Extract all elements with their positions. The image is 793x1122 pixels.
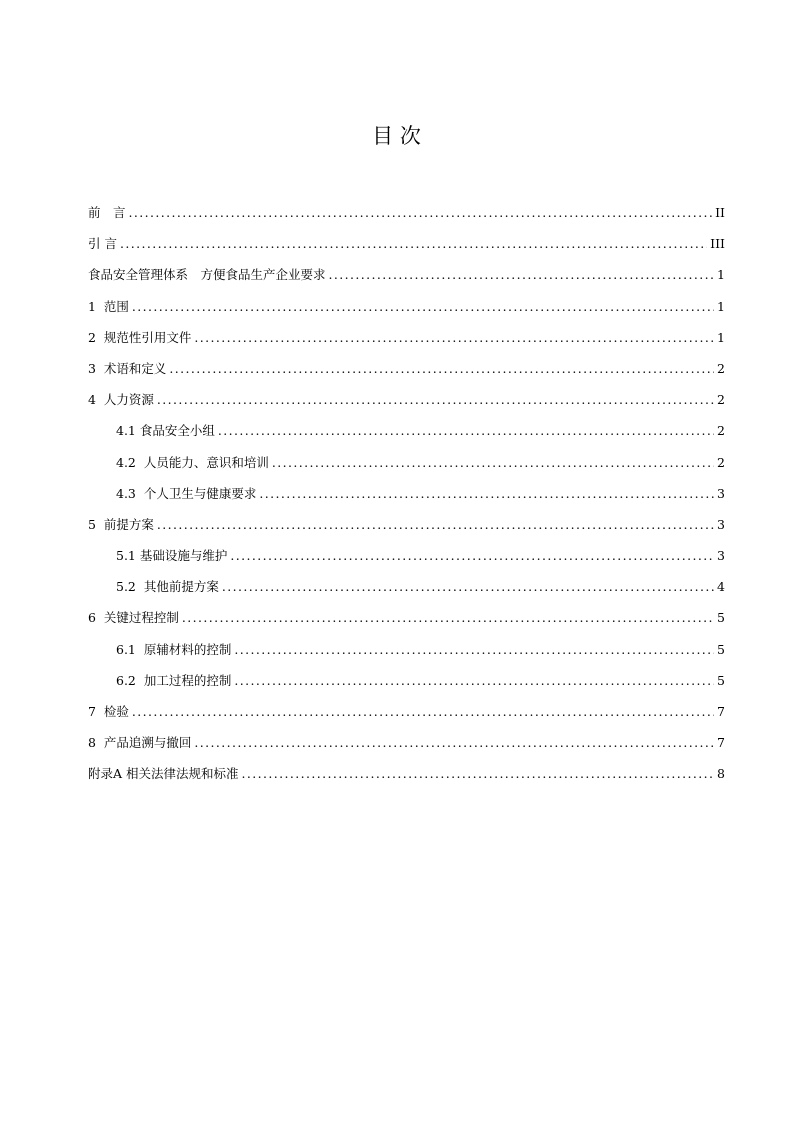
toc-entry[interactable] [88, 356, 725, 387]
toc-entry-label: 7 检验 [88, 704, 129, 719]
toc-entry-page-number: 2 [717, 454, 725, 470]
toc-dot-leader [194, 730, 714, 756]
toc-dot-leader [182, 605, 714, 631]
toc-entry-page-number: III [710, 236, 725, 252]
toc-dot-leader [132, 699, 714, 725]
toc-entry[interactable] [88, 543, 725, 574]
toc-entry[interactable] [88, 200, 725, 231]
toc-entry-label: 引 言 [88, 236, 117, 252]
toc-dot-leader [157, 512, 714, 538]
toc-entry[interactable] [88, 699, 725, 730]
toc-entry-label: 6.2 加工过程的控制 [116, 672, 232, 688]
toc-dot-leader [194, 325, 714, 351]
toc-dot-leader [230, 543, 714, 569]
toc-dot-leader [132, 294, 714, 320]
toc-entry[interactable] [88, 450, 725, 481]
toc-entry-page-number: 4 [717, 579, 725, 595]
toc-entry[interactable] [88, 512, 725, 543]
toc-entry-page-number: 8 [717, 766, 725, 782]
toc-entry-page-number: 3 [717, 516, 725, 532]
toc-entry[interactable] [88, 637, 725, 668]
toc-entry-label: 6 关键过程控制 [88, 610, 179, 626]
toc-entry-page-number: 3 [717, 548, 725, 564]
toc-entry-page-number: 1 [717, 329, 725, 345]
toc-entry-label: 4.1 食品安全小组 [116, 423, 215, 439]
toc-entry[interactable] [88, 761, 725, 792]
toc-entry-label: 6.1 原辅材料的控制 [116, 641, 232, 657]
toc-entry-page-number: 2 [717, 392, 725, 408]
toc-entry-label: 2 规范性引用文件 [88, 329, 192, 345]
toc-title: 目 次 [372, 124, 421, 148]
toc-entry[interactable] [88, 418, 725, 449]
toc-entry[interactable] [88, 294, 725, 325]
toc-dot-leader [242, 761, 715, 787]
toc-dot-leader [329, 262, 715, 288]
toc-entry[interactable] [88, 481, 725, 512]
toc-entry-page-number: 1 [717, 298, 725, 314]
toc-entry[interactable] [88, 387, 725, 418]
toc-dot-leader [234, 668, 714, 694]
toc-entry-label: 4.2 人员能力、意识和培训 [116, 454, 269, 470]
toc-entry[interactable] [88, 668, 725, 699]
toc-dot-leader [259, 481, 714, 507]
toc-list [88, 200, 725, 793]
toc-entry[interactable] [88, 574, 725, 605]
toc-entry-label: 5.2 其他前提方案 [116, 579, 219, 595]
toc-entry-label: 3 术语和定义 [88, 360, 167, 376]
toc-entry[interactable] [88, 325, 725, 356]
toc-dot-leader [157, 387, 714, 413]
toc-entry[interactable] [88, 730, 725, 761]
toc-entry-page-number: 5 [717, 610, 725, 626]
toc-entry-label: 5.1 基础设施与维护 [116, 548, 228, 564]
toc-entry-page-number: 7 [717, 704, 725, 719]
toc-entry-page-number: II [715, 205, 725, 220]
toc-entry-page-number: 5 [717, 672, 725, 688]
toc-entry[interactable] [88, 262, 725, 293]
toc-dot-leader [129, 200, 713, 226]
toc-entry-label: 前 言 [88, 205, 126, 220]
toc-dot-leader [169, 356, 714, 382]
toc-dot-leader [218, 418, 714, 444]
toc-entry-label: 附录A 相关法律法规和标准 [88, 766, 239, 782]
toc-entry-label: 8 产品追溯与撤回 [88, 735, 192, 751]
toc-dot-leader [120, 231, 707, 257]
toc-entry[interactable] [88, 605, 725, 636]
toc-entry-label: 4.3 个人卫生与健康要求 [116, 485, 257, 501]
toc-entry-label: 1 范围 [88, 298, 129, 314]
toc-entry-page-number: 1 [717, 267, 725, 283]
toc-entry-label: 食品安全管理体系 方便食品生产企业要求 [88, 267, 326, 283]
toc-entry-page-number: 3 [717, 485, 725, 501]
toc-dot-leader [222, 574, 714, 600]
toc-dot-leader [234, 637, 714, 663]
toc-dot-leader [272, 450, 714, 476]
toc-entry-label: 5 前提方案 [88, 516, 154, 532]
toc-entry-page-number: 2 [717, 423, 725, 439]
toc-entry-page-number: 5 [717, 641, 725, 657]
toc-entry-label: 4 人力资源 [88, 392, 154, 408]
toc-entry[interactable] [88, 231, 725, 262]
toc-entry-page-number: 2 [717, 360, 725, 376]
toc-entry-page-number: 7 [717, 735, 725, 751]
